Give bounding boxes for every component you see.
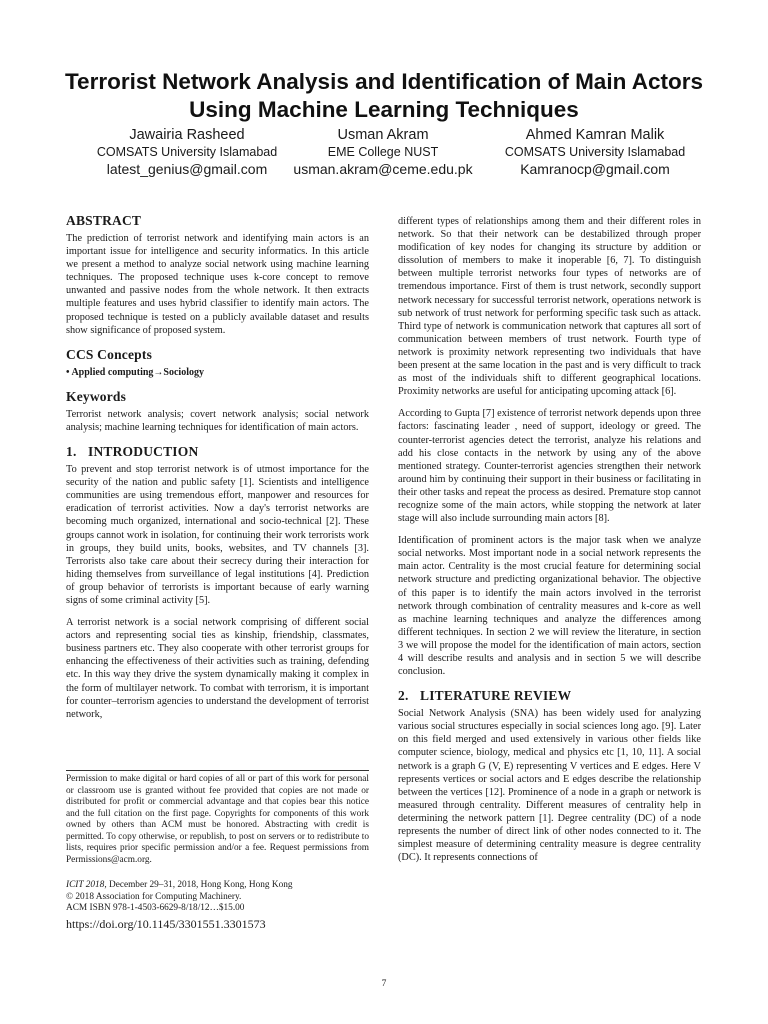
- author-affiliation: COMSATS University Islamabad: [504, 145, 686, 159]
- author-email: usman.akram@ceme.edu.pk: [293, 161, 473, 177]
- paper-title: Terrorist Network Analysis and Identification of Main Actors Using Machine Learning Techniques: [64, 69, 704, 122]
- abstract-heading: ABSTRACT: [66, 213, 142, 228]
- intro-paragraph-2: A terrorist network is a social network comprising of different social actors and representing social ties as kinship, friendship, classmates, business partners etc. They also cooperate with other terrorist groups for enhancing the effectiveness of their activities such as training, defending etc. In this way they drive the system dynamically making it complex in the form of multilayer network. To combat with terrorism, it is important for counter–terrorism agencies to understand the development of terrorist network,: [66, 617, 369, 720]
- isbn-line: ACM ISBN 978-1-4503-6629-8/18/12…$15.00: [66, 903, 245, 913]
- intro-paragraph-5: Identification of prominent actors is the major task when we analyze social networks. Most important node in a social network represents the main actor. Centrality is the most crucial feature for determining social network structure and predicting organizational behavior. The objective of this paper is to identify the main actors involved in the terrorist network through combination of centrality measures and k-core as well as machine learning techniques and analyze the differences among different techniques. In section 2 we will review the literature, in section 3 we will propose the model for the identification of main actors, section 4 will describe results and analysis and in section 5 we will describe conclusion.: [398, 535, 701, 678]
- abstract-text: The prediction of terrorist network and identifying main actors is an important issue for intelligence and security informatics. In this article we present a method to analyze social network using machine learning techniques. The proposed technique uses k-core concept to remove unwanted and passive nodes from the whole network. It then extracts multiple features and uses hybrid classifier to identify main actors. The proposed technique is tested on a publicly available dataset and results show significance of proposed system.: [66, 233, 369, 336]
- conference-name: ICIT 2018: [66, 880, 105, 890]
- page-number: 7: [381, 979, 387, 989]
- author-name: Ahmed Kamran Malik: [525, 127, 665, 143]
- ccs-heading: CCS Concepts: [66, 346, 153, 362]
- literature-number: 2.: [398, 688, 409, 704]
- intro-paragraph-1: To prevent and stop terrorist network is of utmost importance for the security of the nation and public safety [1]. Scientists and intelligence communities are using tremendous effort, manpower and resources for eradication of terrorist activities. Now a day's terrorist networks are becoming much organized, international and socio-technical [2]. These groups cannot work in isolation, for continuing their work terrorists work in groups, they build units, books, websites, and TV channels [3]. Terrorists also take care about their secrecy during their interaction for hiding themselves from surveillance of legal institutions [4]. Prediction of group behavior of terrorists is important because of early warning signs of some criminal activity [5].: [66, 464, 369, 606]
- ccs-item: • Applied computing→Sociology: [66, 366, 204, 378]
- literature-title: LITERATURE REVIEW: [420, 688, 572, 704]
- copyright-line: © 2018 Association for Computing Machinery.: [66, 891, 242, 902]
- author-3: [480, 126, 710, 178]
- literature-heading: [398, 687, 701, 704]
- author-2: [268, 126, 498, 178]
- author-email: Kamranocp@gmail.com: [520, 161, 670, 177]
- author-name: Usman Akram: [337, 127, 429, 143]
- intro-title: INTRODUCTION: [88, 444, 199, 460]
- permission-block: [66, 770, 369, 932]
- keywords-text: Terrorist network analysis; covert network analysis; social network analysis; machine learning techniques for identification of main actors.: [66, 408, 369, 433]
- author-affiliation: COMSATS University Islamabad: [96, 145, 278, 159]
- conference-line: [66, 880, 369, 892]
- right-column: [398, 215, 701, 873]
- intro-paragraph-3: different types of relationships among them and their different roles in network. So that their network can be destabilized through proper modification of key nodes for changing its structure by addition or dissolution of members to make it inoperable [6, 7]. To distinguish between multiple terrorist networks four types of networks are of tremendous importance. First of them is trust network, secondly support network necessary for successful terrorist network, operations network is sub network of trust network for performing specific task such as attack. Third type of network is communication network that captures all sort of communication between members of trust network. Fourth type of network is proximity network representing two individuals that have been present at the same location in the past and is very difficult to track as most of the individuals shift to different geographical locations. Proximity networks are useful for anticipating upcoming attack [6].: [398, 216, 701, 398]
- intro-heading: [66, 443, 369, 460]
- author-affiliation: EME College NUST: [327, 145, 439, 159]
- intro-paragraph-4: According to Gupta [7] existence of terrorist network depends upon three factors: fascinating leader , need of support, ideology or greed. The counter-terrorist agencies detect the terrorist, analyze his relations and add his close contacts in the network by using any of the above mentioned strategy. Counter-terrorist agencies strengthen their network around him by continuing their support in their business or facilitating in their other tasks and repeat the process as desired. Premature stop cannot recognize some of the main actors, while stopping the network at later stage will also include surrounding main actors [8].: [398, 408, 701, 525]
- left-column: [66, 212, 369, 730]
- permission-text: Permission to make digital or hard copies of all or part of this work for personal or classroom use is granted without fee provided that copies are not made or distributed for profit or commercial advantage and that copies bear this notice and the full citation on the first page. Copyrights for components of this work owned by others than ACM must be honored. Abstracting with credit is permitted. To copy otherwise, or republish, to post on servers or to redistribute to lists, requires prior specific permission and/or a fee. Request permissions from Permissions@acm.org.: [66, 774, 369, 865]
- doi-link[interactable]: https://doi.org/10.1145/3301551.3301573: [66, 916, 266, 931]
- literature-paragraph-1: Social Network Analysis (SNA) has been widely used for analyzing various social structures especially in social sciences long ago. [9]. Later on this field merged and used extensively in various other fields like computer science, biology, medical and physics etc [1, 10, 11]. A social network is a graph G (V, E) representing V vertices and E edges. Here V represents vertices or social actors and E edges describe the relationship between the vertices [12]. Prominence of a node in a graph or network is measured through centrality. Different measures of centrality help in determining the network pattern [1]. Degree centrality (DC) of a node represents the number of direct link of other nodes connected to it. The simplest measure of determining centrality measure is degree centrality (DC). It represents connections of: [398, 708, 701, 864]
- conference-details: , December 29–31, 2018, Hong Kong, Hong Kong: [104, 880, 293, 890]
- keywords-heading: Keywords: [66, 388, 127, 404]
- author-name: Jawairia Rasheed: [129, 127, 245, 143]
- intro-number: 1.: [66, 444, 77, 460]
- author-email: latest_genius@gmail.com: [106, 161, 268, 177]
